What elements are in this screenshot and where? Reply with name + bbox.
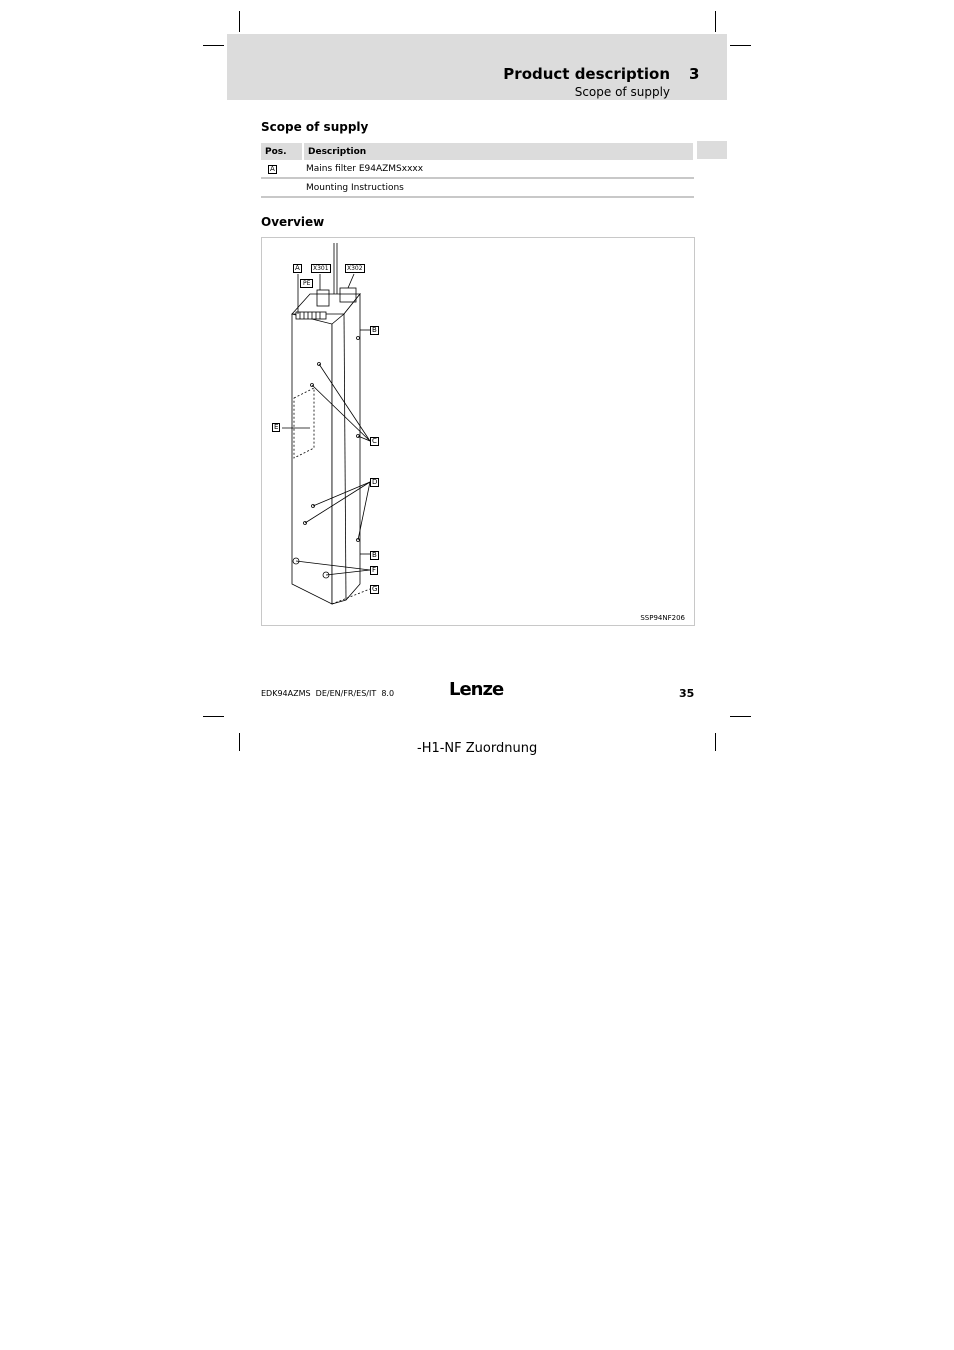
row-description: Mains filter E94AZMSxxxx [303,160,694,178]
label-F: F [372,566,377,574]
table-row [261,178,694,197]
row-pos [261,178,303,197]
lenze-logo: Lenze [449,679,504,700]
crop-mark [239,733,240,751]
page-number: 35 [679,687,695,700]
mains-filter-drawing [262,238,694,625]
table-header-row [261,143,694,160]
crop-mark [203,45,224,46]
label-X302: X302 [347,265,363,272]
label-B: B [372,326,377,334]
scope-table [261,143,695,198]
label-C: C [372,437,377,445]
figure-id: SSP94NF206 [640,614,685,622]
chapter-title: Product description [503,65,670,83]
table-row [261,160,694,178]
label-G: G [372,585,378,593]
row-description: Mounting Instructions [303,178,694,197]
crop-mark [730,716,751,717]
pos-label: A [270,164,275,173]
side-tab [697,141,727,159]
label-E: E [274,423,279,431]
label-PE: PE [300,279,313,288]
col-pos: Pos. [261,143,303,160]
crop-mark [239,11,240,32]
crop-mark [715,733,716,751]
chapter-subtitle: Scope of supply [574,85,670,99]
label-D: D [372,478,378,486]
assignment-note: -H1-NF Zuordnung [417,741,538,756]
scope-heading: Scope of supply [261,120,369,134]
label-B: B [372,551,377,559]
col-description: Description [303,143,694,160]
crop-mark [203,716,224,717]
overview-figure [261,237,695,626]
crop-mark [715,11,716,32]
label-A: A [295,264,300,272]
label-X301: X301 [313,265,329,272]
crop-mark [730,45,751,46]
overview-heading: Overview [261,215,325,229]
chapter-number: 3 [689,65,700,83]
doc-reference: EDK94AZMS DE/EN/FR/ES/IT 8.0 [261,689,395,698]
